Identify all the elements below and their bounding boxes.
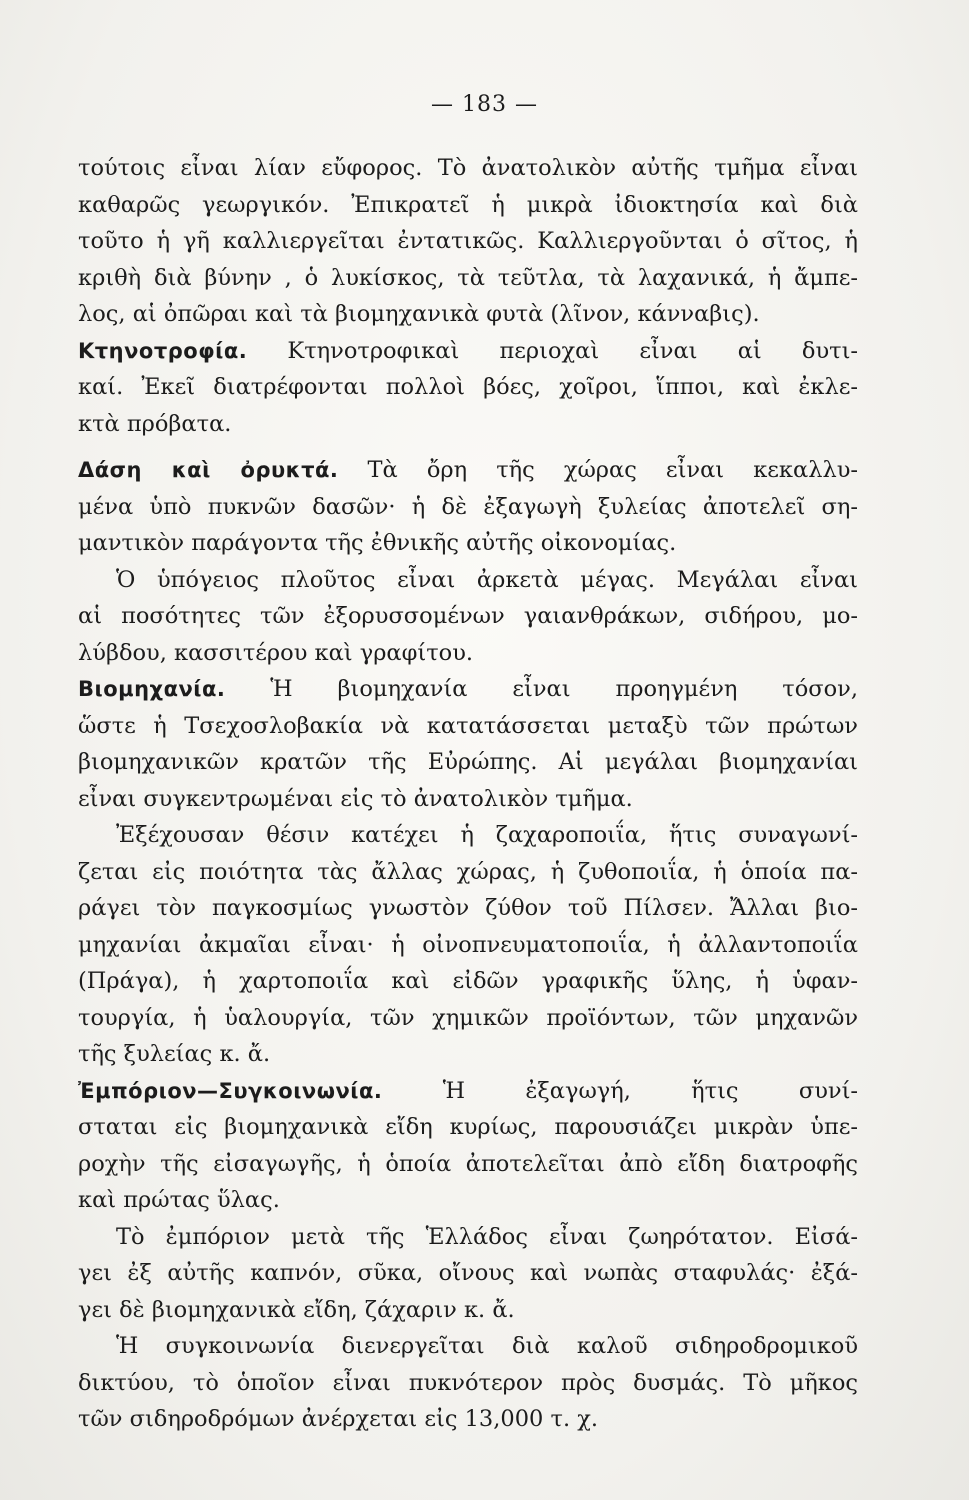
text-line	[78, 1255, 858, 1292]
text-line	[78, 1219, 858, 1256]
line-text: Ἐξέχουσαν θέσιν κατέχει ἡ ζαχαροποιΐα, ἥτις συναγωνί-	[116, 822, 858, 848]
text-line	[78, 963, 858, 1000]
text-line	[78, 150, 858, 187]
line-text: ράγει τὸν παγκοσμίως γνωστὸν ζύθον τοῦ Πίλσεν. Ἄλλαι βιο-	[78, 895, 858, 921]
text-line	[78, 1328, 858, 1365]
line-text: αἱ ποσότητες τῶν ἐξορυσσομένων γαιανθράκων, σιδήρου, μο-	[78, 603, 858, 629]
line-text: καθαρῶς γεωργικόν. Ἐπικρατεῖ ἡ μικρὰ ἰδιοκτησία καὶ διὰ	[78, 191, 858, 218]
text-line	[78, 1073, 858, 1110]
text-line	[78, 1401, 858, 1438]
text-line	[78, 260, 858, 297]
page-number: — 183 —	[431, 92, 538, 117]
line-text: Ἡ ἐξαγωγή, ἥτις συνί-	[382, 1077, 858, 1104]
line-text: λύβδου, κασσιτέρου καὶ γραφίτου.	[78, 639, 474, 666]
text-line	[78, 1036, 858, 1073]
line-text: Ἡ συγκοινωνία διενεργεῖται διὰ καλοῦ σιδηροδρομικοῦ	[116, 1333, 858, 1359]
text-line	[78, 1146, 858, 1183]
line-text: μένα ὑπὸ πυκνῶν δασῶν· ἡ δὲ ἐξαγωγὴ ξυλείας ἀποτελεῖ ση-	[78, 493, 858, 520]
section-heading: Κτηνοτροφία.	[78, 338, 248, 363]
line-text: ζεται εἰς ποιότητα τὰς ἄλλας χώρας, ἡ ζυθοποιΐα, ἡ ὁποία πα-	[78, 858, 858, 885]
text-line	[78, 1000, 858, 1037]
text-line	[78, 1365, 858, 1402]
text-line	[78, 817, 858, 854]
section-heading: Δάση καὶ ὀρυκτά.	[78, 458, 339, 482]
text-line	[78, 406, 858, 443]
text-line	[78, 781, 858, 818]
line-text: ὥστε ἡ Τσεχοσλοβακία νὰ κατατάσσεται μεταξὺ τῶν πρώτων	[78, 712, 858, 739]
line-text: λος, αἱ ὀπῶραι καὶ τὰ βιομηχανικὰ φυτὰ (λῖνον, κάνναβις).	[78, 301, 760, 327]
paragraph-gap	[78, 442, 858, 452]
text-line	[78, 635, 858, 672]
text-line	[78, 187, 858, 224]
line-text: (Πράγα), ἡ χαρτοποιΐα καὶ εἰδῶν γραφικῆς ὕλης, ἡ ὑφαν-	[78, 968, 858, 994]
text-line	[78, 1182, 858, 1219]
line-text: Ὁ ὑπόγειος πλοῦτος εἶναι ἀρκετὰ μέγας. Μεγάλαι εἶναι	[116, 566, 858, 593]
line-text: Τὰ ὄρη τῆς χώρας εἶναι κεκαλλυ-	[338, 457, 858, 483]
line-text: ροχὴν τῆς εἰσαγωγῆς, ἡ ὁποία ἀποτελεῖται ἀπὸ εἴδη διατροφῆς	[78, 1150, 858, 1177]
line-text: καί. Ἐκεῖ διατρέφονται πολλοὶ βόες, χοῖροι, ἵπποι, καὶ ἐκλε-	[78, 374, 858, 400]
text-line	[78, 598, 858, 635]
line-text: εἶναι συγκεντρωμέναι εἰς τὸ ἀνατολικὸν τμῆμα.	[78, 785, 633, 812]
line-text: τῶν σιδηροδρόμων ἀνέρχεται εἰς 13,000 τ. χ.	[78, 1406, 599, 1432]
text-line	[78, 525, 858, 562]
line-text: δικτύου, τὸ ὁποῖον εἶναι πυκνότερον πρὸς δυσμάς. Τὸ μῆκος	[78, 1369, 858, 1396]
text-line	[78, 223, 858, 260]
text-line	[78, 744, 858, 781]
line-text: Κτηνοτροφικαὶ περιοχαὶ εἶναι αἱ δυτι-	[247, 337, 858, 364]
line-text: τουργία, ἡ ὑαλουργία, τῶν χημικῶν προϊόντων, τῶν μηχανῶν	[78, 1004, 858, 1031]
line-text: μαντικὸν παράγοντα τῆς ἐθνικῆς αὐτῆς οἰκονομίας.	[78, 530, 677, 556]
line-text: τούτοις εἶναι λίαν εὔφορος. Τὸ ἀνατολικὸν αὐτῆς τμῆμα εἶναι	[78, 155, 858, 181]
section-heading: Ἐμπόριον—Συγκοινωνία.	[78, 1078, 383, 1103]
text-line	[78, 296, 858, 333]
text-line	[78, 927, 858, 964]
page-body	[78, 150, 858, 1438]
text-line	[78, 1292, 858, 1329]
text-line	[78, 562, 858, 599]
text-line	[78, 369, 858, 406]
section-heading: Βιομηχανία.	[78, 677, 226, 701]
line-text: καὶ πρώτας ὕλας.	[78, 1187, 280, 1213]
line-text: Τὸ ἐμπόριον μετὰ τῆς Ἑλλάδος εἶναι ζωηρότατον. Εἰσά-	[116, 1223, 858, 1250]
line-text: γει δὲ βιομηχανικὰ εἴδη, ζάχαριν κ. ἄ.	[78, 1296, 515, 1323]
line-text: βιομηχανικῶν κρατῶν τῆς Εὐρώπης. Αἱ μεγάλαι βιομηχανίαι	[78, 749, 858, 775]
text-line	[78, 452, 858, 489]
line-text: τοῦτο ἡ γῆ καλλιεργεῖται ἐντατικῶς. Καλλιεργοῦνται ὁ σῖτος, ἡ	[78, 228, 858, 254]
line-text: μηχανίαι ἀκμαῖαι εἶναι· ἡ οἰνοπνευματοποιΐα, ἡ ἀλλαντοποιΐα	[78, 931, 858, 958]
text-line	[78, 489, 858, 526]
line-text: κριθὴ διὰ βύνην , ὁ λυκίσκος, τὰ τεῦτλα, τὰ λαχανικά, ἡ ἄμπε-	[78, 264, 858, 291]
text-line	[78, 671, 858, 708]
text-line	[78, 890, 858, 927]
line-text: τῆς ξυλείας κ. ἄ.	[78, 1041, 271, 1067]
line-text: κτὰ πρόβατα.	[78, 410, 232, 437]
text-line	[78, 333, 858, 370]
line-text: γει ἐξ αὐτῆς καπνόν, σῦκα, οἴνους καὶ νωπὰς σταφυλάς· ἐξά-	[78, 1260, 858, 1286]
text-line	[78, 708, 858, 745]
text-line	[78, 854, 858, 891]
line-text: Ἡ βιομηχανία εἶναι προηγμένη τόσον,	[225, 676, 858, 702]
text-line	[78, 1109, 858, 1146]
line-text: σταται εἰς βιομηχανικὰ εἴδη κυρίως, παρουσιάζει μικρὰν ὑπε-	[78, 1114, 858, 1140]
